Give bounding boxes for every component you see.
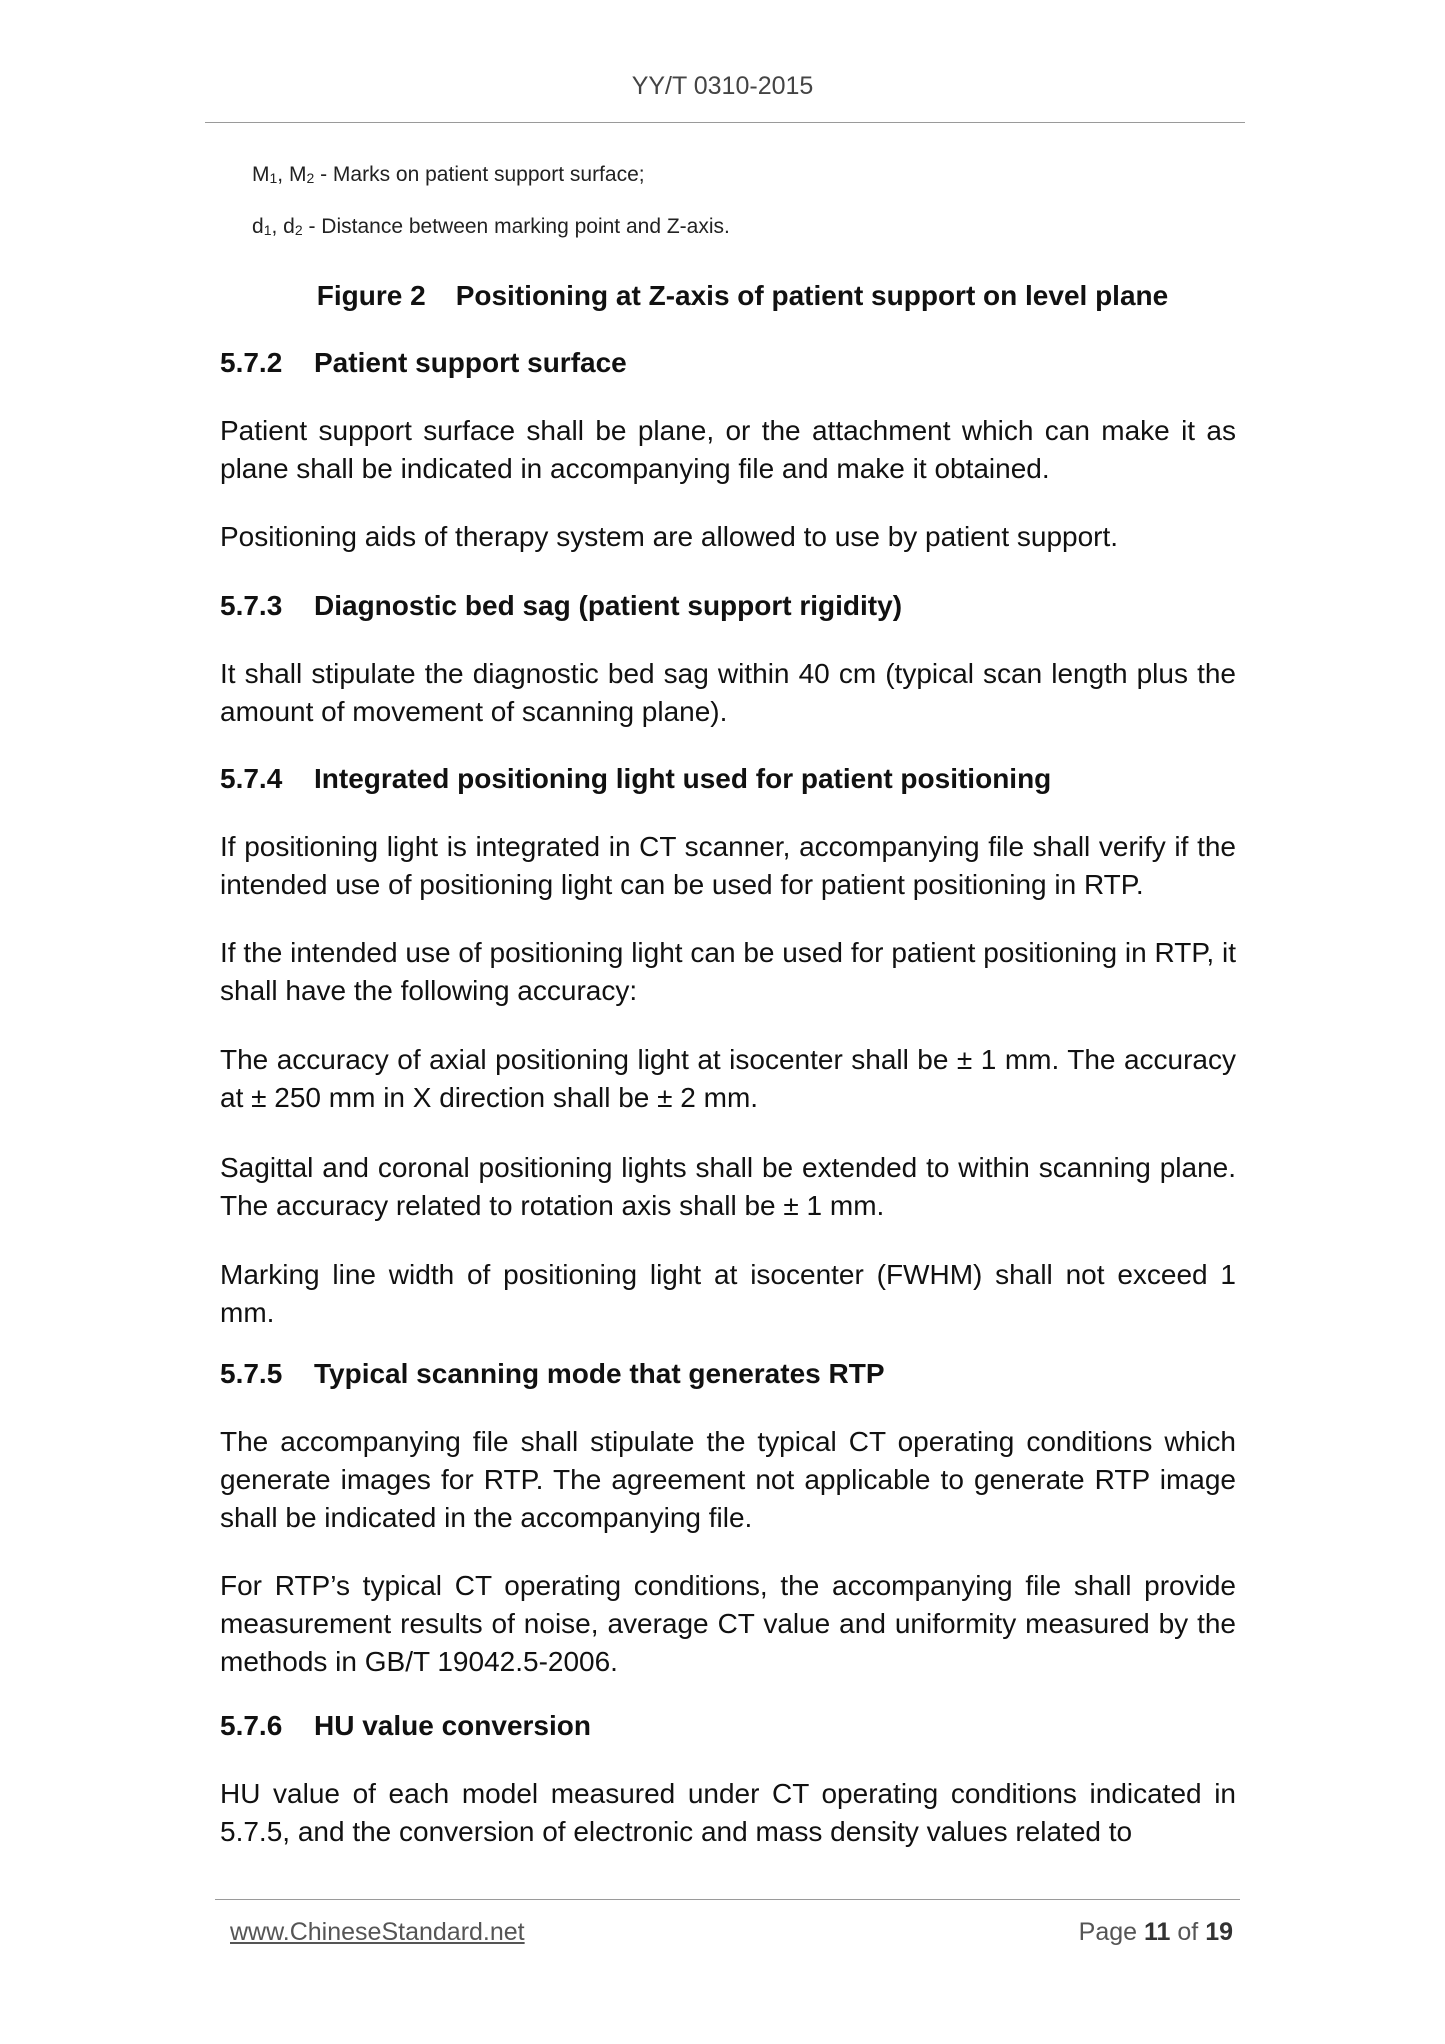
legend-item-marks <box>252 163 645 187</box>
legend-subscript: 1 <box>269 170 278 186</box>
paragraph: Patient support surface shall be plane, or the attachment which can make it as plane shall be indicated in accompanying file and make it obtained. <box>220 415 1236 484</box>
paragraph: Sagittal and coronal positioning lights shall be extended to within scanning plane. The accuracy related to rotation axis shall be ± 1 mm. <box>220 1152 1236 1221</box>
section-title: HU value conversion <box>314 1710 591 1741</box>
legend-subscript: 2 <box>294 222 303 238</box>
paragraph: If positioning light is integrated in CT scanner, accompanying file shall verify if the intended use of positioning light can be used for patient positioning in RTP. <box>220 831 1236 900</box>
page-of-label: of <box>1177 1918 1199 1946</box>
paragraph: The accuracy of axial positioning light at isocenter shall be ± 1 mm. The accuracy at ± 250 mm in X direction shall be ± 2 mm. <box>220 1044 1236 1113</box>
paragraph: It shall stipulate the diagnostic bed sag within 40 cm (typical scan length plus the amount of movement of scanning plane). <box>220 658 1236 727</box>
page-label: Page <box>1078 1918 1138 1946</box>
footer-divider <box>215 1899 1240 1900</box>
legend-text: - Marks on patient support surface; <box>314 163 645 186</box>
page-total: 19 <box>1205 1918 1233 1946</box>
legend-item-distance <box>252 215 730 239</box>
legend-subscript: 2 <box>306 170 315 186</box>
section-title: Patient support surface <box>314 347 627 378</box>
figure-number: Figure 2 <box>316 280 426 311</box>
paragraph: If the intended use of positioning light can be used for patient positioning in RTP, it shall have the following accuracy: <box>220 937 1236 1006</box>
legend-symbol: M <box>288 163 307 186</box>
section-title: Integrated positioning light used for patient positioning <box>314 763 1052 794</box>
section-heading-5-7-5 <box>220 1358 885 1390</box>
legend-separator: , <box>271 215 284 238</box>
section-heading-5-7-6 <box>220 1710 591 1742</box>
page-indicator <box>1079 1918 1233 1947</box>
legend-separator: , <box>277 163 289 186</box>
section-number: 5.7.6 <box>220 1710 283 1741</box>
section-number: 5.7.5 <box>220 1358 283 1389</box>
section-title: Diagnostic bed sag (patient support rigidity) <box>314 590 903 621</box>
legend-symbol: M <box>252 163 270 186</box>
figure-title: Positioning at Z-axis of patient support on level plane <box>455 280 1169 311</box>
section-heading-5-7-2 <box>220 347 627 379</box>
section-title: Typical scanning mode that generates RTP <box>314 1358 885 1389</box>
page-number: 11 <box>1143 1918 1171 1946</box>
paragraph: Marking line width of positioning light at isocenter (FWHM) shall not exceed 1 mm. <box>220 1259 1236 1328</box>
section-number: 5.7.4 <box>220 763 283 794</box>
figure-caption <box>0 280 1445 312</box>
legend-text: - Distance between marking point and Z-axis. <box>302 215 730 238</box>
paragraph: For RTP’s typical CT operating conditions, the accompanying file shall provide measurement results of noise, average CT value and uniformity measured by the methods in GB/T 19042.5-2006. <box>220 1570 1236 1677</box>
footer-website-link[interactable]: www.ChineseStandard.net <box>230 1918 525 1946</box>
legend-subscript: 1 <box>263 222 272 238</box>
legend-symbol: d <box>283 215 295 238</box>
paragraph: HU value of each model measured under CT operating conditions indicated in 5.7.5, and the conversion of electronic and mass density values related to <box>220 1778 1236 1847</box>
section-heading-5-7-3 <box>220 590 902 622</box>
section-heading-5-7-4 <box>220 763 1051 795</box>
header-divider <box>205 122 1245 123</box>
section-number: 5.7.3 <box>220 590 283 621</box>
paragraph: Positioning aids of therapy system are allowed to use by patient support. <box>220 521 1119 552</box>
legend-symbol: d <box>252 215 264 238</box>
paragraph: The accompanying file shall stipulate the typical CT operating conditions which generate images for RTP. The agreement not applicable to generate RTP image shall be indicated in the accompanying file. <box>220 1426 1236 1533</box>
section-number: 5.7.2 <box>220 347 283 378</box>
document-code: YY/T 0310-2015 <box>631 72 814 100</box>
